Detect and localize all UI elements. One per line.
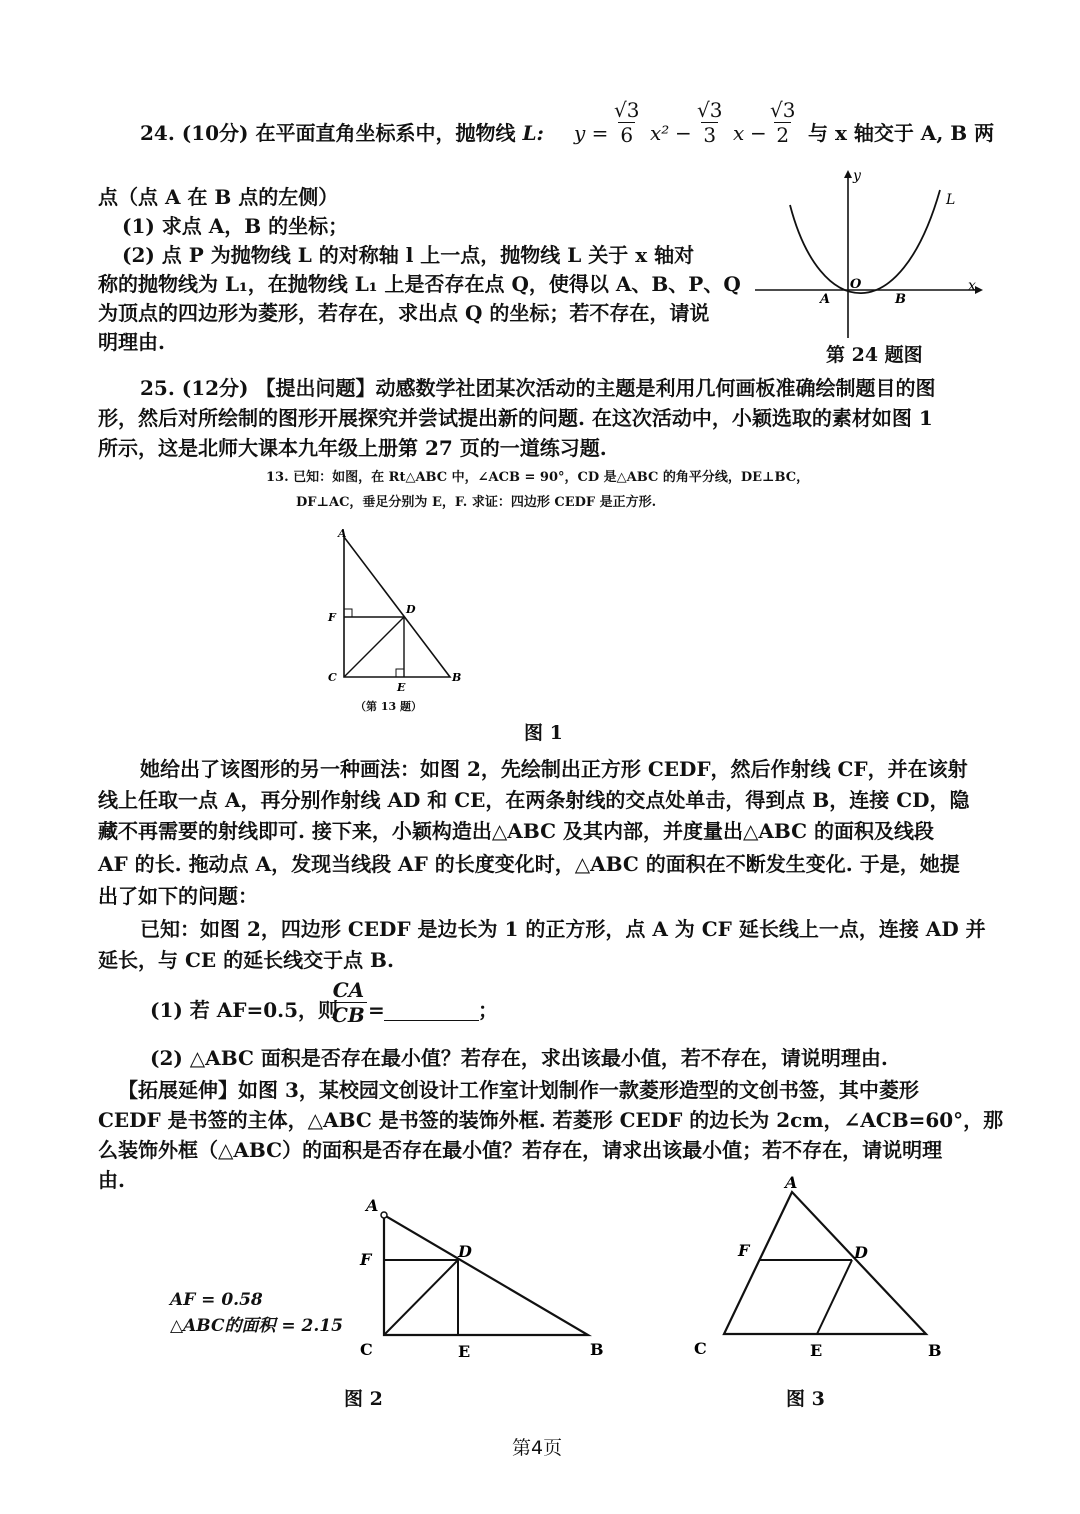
paragraph-line5: 出了如下的问题： (98, 884, 258, 908)
q25-line2: 形，然后对所绘制的图形开展探究并尝试提出新的问题. 在这次活动中，小颖选取的素材如图 1 (98, 406, 933, 430)
fig3-label-B: B (928, 1341, 942, 1360)
exercise13-line2: DF⊥AC，垂足分别为 E，F. 求证：四边形 CEDF 是正方形. (296, 495, 657, 510)
fig2-label-F: F (360, 1250, 372, 1269)
fig3-label-D: D (854, 1243, 868, 1262)
page-number: 第4页 (512, 1437, 563, 1459)
paragraph-line2: 线上任取一点 A，再分别作射线 AD 和 CE，在两条射线的交点处单击，得到点 B，连接 CD，隐 (98, 788, 970, 812)
fig3-label-E: E (810, 1341, 823, 1360)
q24-part2-line3: 为顶点的四边形为菱形，若存在，求出点 Q 的坐标；若不存在，请说 (98, 301, 710, 325)
segment-cd (344, 617, 404, 677)
q24-part2-line2: 称的抛物线为 L₁，在抛物线 L₁ 上是否存在点 Q，使得以 A、B、P、Q (98, 272, 741, 296)
fig1-label-B: B (452, 671, 462, 684)
fig2-label-A: A (366, 1196, 379, 1215)
figure-3 (690, 1170, 960, 1370)
figure-1-caption: 图 1 (524, 722, 563, 744)
extension-line3: 么装饰外框（△ABC）的面积是否存在最小值？若存在，请求出该最小值；若不存在，请说明理 (98, 1138, 943, 1162)
curve-name: L: (522, 121, 544, 145)
fraction-term1: $\frac{√3}{6}$ (614, 98, 640, 147)
right-angle-f (344, 609, 352, 617)
fig2-label-C: C (360, 1340, 373, 1359)
extension-line4: 由. (98, 1168, 125, 1192)
label-y: y (853, 168, 861, 184)
x-axis-arrow-icon (975, 286, 983, 294)
q24-heading: 24. (10分) 在平面直角坐标系中，抛物线 L: (140, 121, 544, 145)
fig1-label-C: C (328, 671, 337, 684)
fig2-label-D: D (458, 1242, 472, 1261)
right-angle-e (396, 669, 404, 677)
fig1-label-D: D (406, 603, 416, 616)
fig1-label-F: F (328, 611, 336, 624)
paragraph-line1: 她给出了该图形的另一种画法：如图 2，先绘制出正方形 CEDF，然后作射线 CF，并在该射 (140, 757, 968, 781)
q24-heading-tail: 与 x 轴交于 A, B 两 (808, 121, 995, 145)
answer-blank[interactable] (384, 998, 479, 1022)
triangle-abc (344, 537, 450, 677)
fraction-term3: $\frac{√3}{2}$ (770, 98, 796, 147)
fig3-segment-de (817, 1260, 852, 1334)
sub1-prefix: (1) 若 AF=0.5，则 (150, 998, 339, 1022)
label-A: A (820, 292, 831, 307)
sub1-end: ； (478, 998, 498, 1022)
figure-1-subcaption: （第 13 题） (355, 700, 422, 713)
fig2-point-a-handle (381, 1212, 387, 1218)
paragraph-line3: 藏不再需要的射线即可. 接下来，小颖构造出△ABC 及其内部，并度量出△ABC 的面积及线段 (98, 819, 935, 843)
fig2-af-measure: AF = 0.58 (170, 1290, 263, 1310)
extension-line1: 【拓展延伸】如图 3，某校园文创设计工作室计划制作一款菱形造型的文创书签，其中菱形 (118, 1078, 919, 1102)
fig1-label-E: E (397, 681, 406, 694)
sub2-line: (2) △ABC 面积是否存在最小值？若存在，求出该最小值，若不存在，请说明理由. (150, 1046, 888, 1070)
parabola-curve (790, 190, 940, 293)
y-axis-arrow-icon (844, 170, 852, 178)
fig1-label-A: A (338, 527, 347, 540)
figure-3-caption: 图 3 (786, 1388, 825, 1410)
q25-line1: 25. (12分) 【提出问题】动感数学社团某次活动的主题是利用几何画板准确绘制题目的图 (140, 376, 936, 400)
exercise13-line1: 13. 已知：如图，在 Rt△ABC 中，∠ACB = 90°，CD 是△ABC 的角平分线，DE⊥BC， (266, 470, 810, 485)
sub1-equals: = (368, 998, 385, 1022)
figure-2 (350, 1195, 620, 1375)
q24-part2-line4: 明理由. (98, 330, 165, 354)
known-line1: 已知：如图 2，四边形 CEDF 是边长为 1 的正方形，点 A 为 CF 延长线上一点，连接 AD 并 (140, 917, 986, 941)
label-L: L (946, 192, 956, 208)
q24-part1: (1) 求点 A，B 的坐标； (122, 214, 349, 238)
known-line2: 延长，与 CE 的延长线交于点 B. (98, 948, 394, 972)
fig3-triangle-abc (724, 1192, 926, 1334)
fig2-label-E: E (458, 1342, 471, 1361)
label-B: B (895, 292, 906, 307)
fig3-label-A: A (785, 1173, 798, 1192)
fig2-area-measure: △ABC的面积 = 2.15 (170, 1316, 343, 1336)
fig3-label-C: C (694, 1339, 707, 1358)
fig3-label-F: F (738, 1241, 750, 1260)
extension-line2: CEDF 是书签的主体，△ABC 是书签的装饰外框. 若菱形 CEDF 的边长为 2cm，∠ACB=60°，那 (98, 1108, 1004, 1132)
paragraph-line4: AF 的长. 拖动点 A，发现当线段 AF 的长度变化时，△ABC 的面积在不断发生变化. 于是，她提 (98, 852, 960, 876)
fraction-term2: $\frac{√3}{3}$ (697, 98, 723, 147)
label-O: O (850, 277, 862, 292)
figure-1 (320, 525, 470, 725)
fig2-label-B: B (590, 1340, 604, 1359)
figure-2-caption: 图 2 (344, 1388, 383, 1410)
label-x: x (968, 278, 976, 294)
fig2-triangle-abc (384, 1215, 588, 1335)
q24-part2-line1: (2) 点 P 为抛物线 L 的对称轴 l 上一点，抛物线 L 关于 x 轴对 (122, 243, 695, 267)
q24-line2: 点（点 A 在 B 点的左侧） (98, 185, 339, 209)
q24-figure-caption: 第 24 题图 (826, 344, 923, 366)
fig2-segment-cd (384, 1260, 458, 1335)
sub1-fraction: $\frac{CA}{CB}$ (332, 978, 365, 1027)
q25-line3: 所示，这是北师大课本九年级上册第 27 页的一道练习题. (98, 436, 607, 460)
q24-figure (750, 160, 990, 340)
